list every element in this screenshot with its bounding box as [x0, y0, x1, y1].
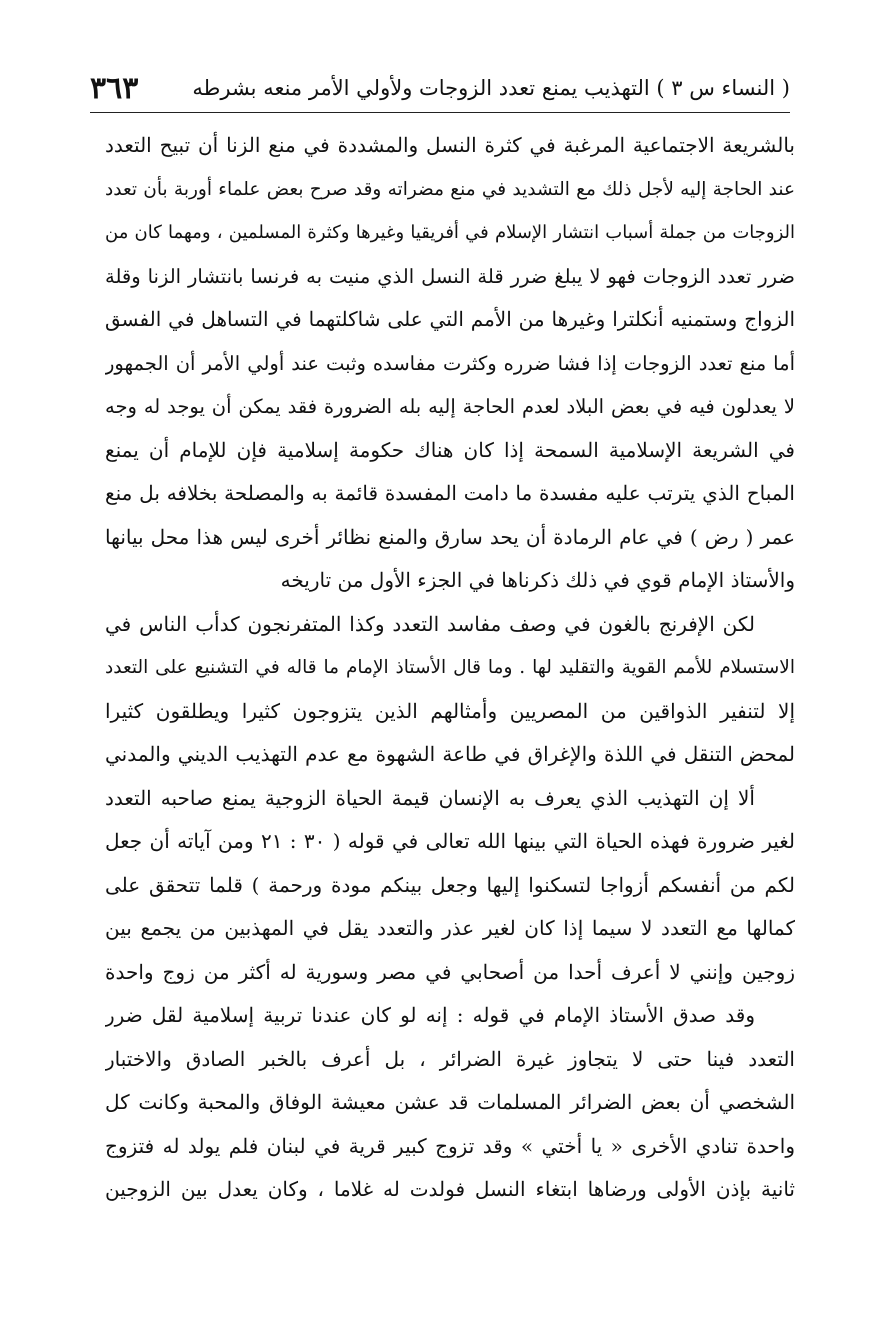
running-title: ( النساء س ٣ ) التهذيب يمنع تعدد الزوجات ولأولي الأمر منعه بشرطه [192, 76, 790, 100]
text-line: المباح الذي يترتب عليه مفسدة ما دامت المفسدة قائمة به والمصلحة بخلافه بل منع [105, 481, 795, 505]
header-rule [90, 112, 790, 113]
text-line: لمحض التنقل في اللذة والإغراق في طاعة الشهوة مع عدم التهذيب الديني والمدني [105, 742, 795, 766]
text-line: كمالها مع التعدد لا سيما إذا كان لغير عذر والتعدد يقل في المهذبين من يجمع بين [105, 916, 795, 940]
text-line: لكم من أنفسكم أزواجا لتسكنوا إليها وجعل بينكم مودة ورحمة ) قلما تتحقق على [105, 872, 795, 897]
text-line: ضرر تعدد الزوجات فهو لا يبلغ ضرر قلة النسل الذي منيت به فرنسا بانتشار الزنا وقلة [105, 264, 795, 288]
text-line: ألا إن التهذيب الذي يعرف به الإنسان قيمة الحياة الزوجية يمنع صاحبه التعدد [105, 785, 755, 810]
text-line: أما منع تعدد الزوجات إذا فشا ضرره وكثرت مفاسده وثبت عند أولي الأمر أن الجمهور [105, 351, 795, 375]
text-line: وقد صدق الأستاذ الإمام في قوله : إنه لو كان عندنا تربية إسلامية لقل ضرر [105, 1003, 755, 1027]
body-text [105, 124, 795, 1212]
page-number: ٣٦٣ [90, 70, 139, 106]
text-line: لغير ضرورة فهذه الحياة التي بينها الله تعالى في قوله ( ٣٠ : ٢١ ومن آياته أن جعل [105, 829, 795, 853]
text-line: الزواج وستمنيه أنكلترا وغيرها من الأمم التي على شاكلتهما في التساهل في الفسق [105, 307, 795, 331]
text-line: الزوجات من جملة أسباب انتشار الإسلام في أفريقيا وغيرها وكثرة المسلمين ، ومهما كان من [105, 222, 795, 243]
text-line: الاستسلام للأمم القوية والتقليد لها . وما قال الأستاذ الإمام ما قاله في التشنيع على التعدد [105, 657, 795, 678]
text-line: والأستاذ الإمام قوي في ذلك ذكرناها في الجزء الأول من تاريخه [280, 568, 795, 592]
page-header [90, 66, 790, 110]
text-line: إلا لتنفير الذواقين من المصريين وأمثالهم الذين يتزوجون كثيرا ويطلقون كثيرا [105, 698, 795, 723]
text-line: ثانية بإذن الأولى ورضاها ابتغاء النسل فولدت له غلاما ، وكان يعدل بين الزوجين [105, 1177, 795, 1201]
text-line: التعدد فينا حتى لا يتجاوز غيرة الضرائر ، بل أعرف بالخبر الصادق والاختبار [105, 1046, 795, 1071]
text-line: عمر ( رض ) في عام الرمادة أن يحد سارق والمنع نظائر أخرى ليس هذا محل بيانها [105, 524, 795, 549]
text-line: لكن الإفرنج بالغون في وصف مفاسد التعدد وكذا المتفرنجون كدأب الناس في [105, 611, 755, 636]
text-line: الشخصي أن بعض الضرائر المسلمات قد عشن معيشة الوفاق والمحبة وكانت كل [105, 1090, 795, 1114]
text-line: بالشريعة الاجتماعية المرغبة في كثرة النسل والمشددة في منع الزنا أن تبيح التعدد [105, 133, 795, 157]
text-line: لا يعدلون فيه في بعض البلاد لعدم الحاجة إليه بله الضرورة فقد يمكن أن يوجد له وجه [105, 395, 795, 418]
text-line: زوجين وإنني لا أعرف أحدا من أصحابي في مصر وسورية له أكثر من زوج واحدة [105, 959, 795, 984]
text-line: في الشريعة الإسلامية السمحة إذا كان هناك حكومة إسلامية فإن للإمام أن يمنع [105, 437, 795, 462]
text-line: عند الحاجة إليه لأجل ذلك مع التشديد في منع مضراته وقد صرح بعض علماء أوربة بأن تعدد [105, 178, 795, 200]
text-line: واحدة تنادي الأخرى « يا أختي » وقد تزوج كبير قرية في لبنان فلم يولد له فتزوج [105, 1133, 795, 1158]
